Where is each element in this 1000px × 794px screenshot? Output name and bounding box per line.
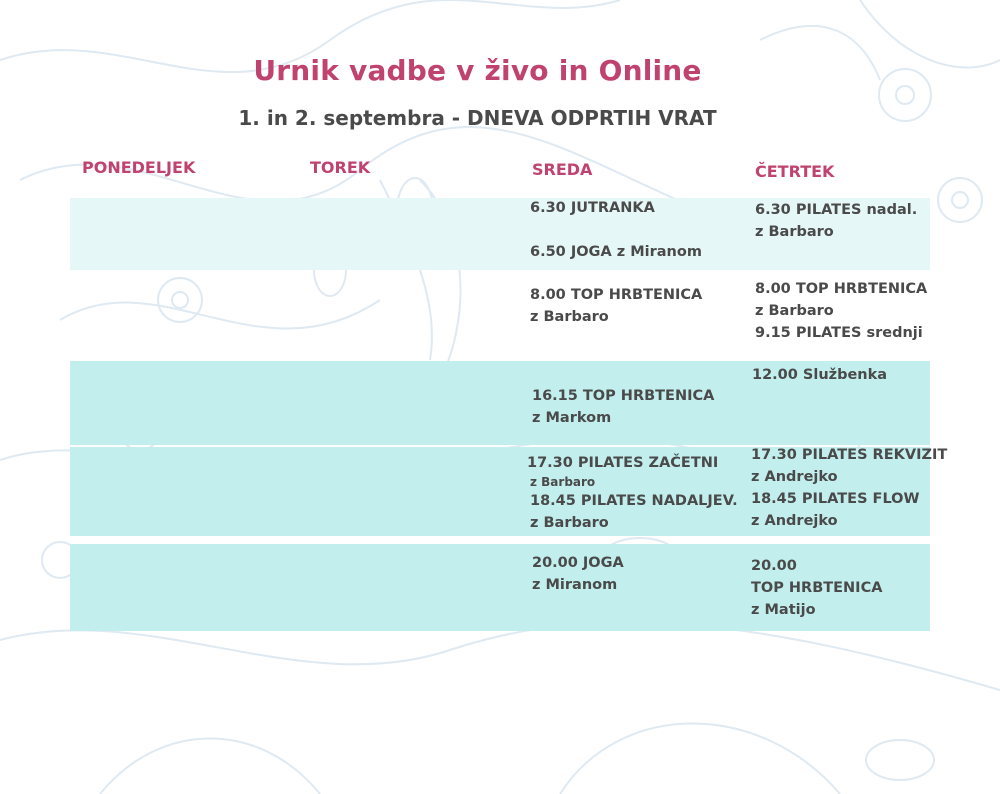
class-line: z Barbaro	[530, 309, 609, 325]
class-line: z Barbaro	[530, 475, 596, 489]
class-slot-cetrtek-2	[755, 278, 927, 344]
class-line: z Matijo	[751, 602, 816, 618]
page-subtitle: 1. in 2. septembra - DNEVA ODPRTIH VRAT	[238, 106, 717, 130]
class-line: 6.30 PILATES nadal.	[755, 202, 918, 218]
class-line: 18.45 PILATES NADALJEV.	[530, 493, 738, 509]
class-line: z Barbaro	[755, 224, 834, 240]
page-title: Urnik vadbe v živo in Online	[253, 54, 702, 87]
class-line: 20.00	[751, 558, 797, 574]
class-slot-sreda-3	[532, 385, 714, 429]
class-line: z Miranom	[532, 577, 618, 593]
day-header-cetrtek: ČETRTEK	[755, 162, 835, 181]
class-line: z Barbaro	[530, 515, 609, 531]
day-header-sreda: SREDA	[532, 160, 593, 179]
class-slot-sreda-1	[530, 197, 702, 263]
class-line: 18.45 PILATES FLOW	[751, 491, 920, 507]
class-line: z Barbaro	[755, 303, 834, 319]
class-line: z Andrejko	[751, 513, 838, 529]
class-line	[530, 219, 702, 241]
class-line: 9.15 PILATES srednji	[755, 325, 923, 341]
class-line: 6.30 JUTRANKA	[530, 200, 655, 216]
class-line: z Markom	[532, 410, 612, 426]
class-slot-sreda-2	[530, 284, 702, 328]
class-slot-cetrtek-4	[751, 444, 947, 532]
day-header-ponedeljek: PONEDELJEK	[82, 158, 196, 177]
class-line: 20.00 JOGA	[532, 555, 624, 571]
class-line: 6.50 JOGA z Miranom	[530, 244, 702, 260]
class-slot-cetrtek-3	[752, 364, 887, 386]
class-line: 12.00 Službenka	[752, 367, 888, 383]
class-slot-sreda-5	[532, 552, 624, 596]
class-line: 17.30 PILATES REKVIZIT	[751, 447, 948, 463]
class-line: TOP HRBTENICA	[751, 580, 883, 596]
class-line: 8.00 TOP HRBTENICA	[530, 287, 703, 303]
class-slot-cetrtek-5	[751, 555, 882, 621]
class-slot-cetrtek-1	[755, 199, 917, 243]
day-header-torek: TOREK	[310, 158, 371, 177]
class-line: 8.00 TOP HRBTENICA	[755, 281, 928, 297]
class-line: z Andrejko	[751, 469, 838, 485]
class-line: 17.30 PILATES ZAČETNI	[527, 455, 719, 471]
class-line: 16.15 TOP HRBTENICA	[532, 388, 715, 404]
class-slot-sreda-4	[527, 452, 738, 534]
